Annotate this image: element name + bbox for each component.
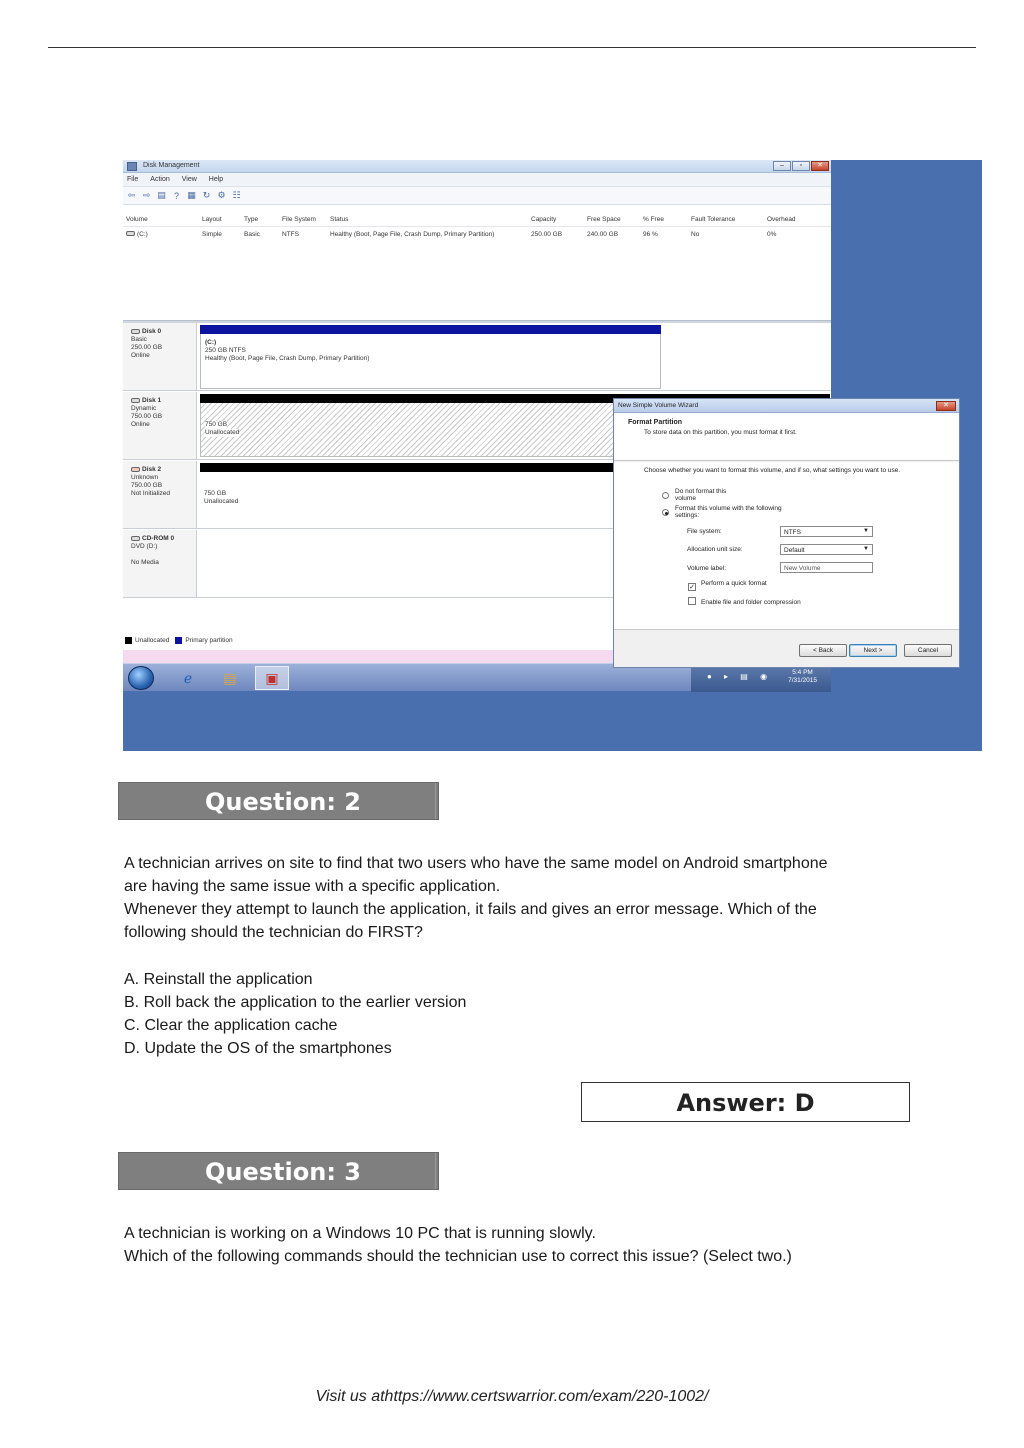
cell-fault-tolerance: No <box>691 230 700 238</box>
option-c: C. Clear the application cache <box>124 1017 338 1034</box>
cell-volume: (C:) <box>123 231 199 238</box>
col-overhead[interactable]: Overhead <box>767 216 796 223</box>
question-3-line: Which of the following commands should the technician use to correct this issue? (Select two.) <box>124 1248 792 1265</box>
footer-link[interactable]: Visit us athttps://www.certswarrior.com/exam/220-1002/ <box>315 1388 709 1405</box>
menu-view[interactable]: View <box>181 176 197 183</box>
allocation-unit-label: Allocation unit size: <box>687 546 743 553</box>
close-icon[interactable]: ✕ <box>811 161 829 171</box>
disk-0-label[interactable]: Disk 0 Basic 250.00 GB Online <box>123 323 197 390</box>
wizard-heading: Format Partition <box>628 419 683 426</box>
col-file-system[interactable]: File System <box>282 216 316 223</box>
cell-status: Healthy (Boot, Page File, Crash Dump, Primary Partition) <box>330 230 495 238</box>
disk-warning-icon <box>131 467 140 472</box>
option-a: A. Reinstall the application <box>124 971 313 988</box>
toolbar <box>123 187 831 205</box>
system-tray <box>691 664 831 692</box>
question-3-line: A technician is working on a Windows 10 PC that is running slowly. <box>124 1225 596 1242</box>
col-capacity[interactable]: Capacity <box>531 216 557 223</box>
option-d: D. Update the OS of the smartphones <box>124 1040 392 1057</box>
answer-box: Answer: D <box>581 1082 910 1122</box>
table-header-row <box>123 213 831 227</box>
window-controls <box>773 161 829 171</box>
forward-arrow-icon[interactable]: ⇨ <box>142 190 151 200</box>
question-2-text <box>124 852 904 944</box>
cell-type: Basic <box>244 230 260 238</box>
question-2-line: A technician arrives on site to find that two users who have the same model on Android smartphone <box>124 855 828 872</box>
radio-format-volume[interactable] <box>662 509 669 516</box>
volume-label-label: Volume label: <box>687 565 727 572</box>
file-system-select[interactable]: NTFS ▼ <box>780 526 873 537</box>
question-3-text <box>124 1222 904 1268</box>
clock[interactable]: 5:4 PM 7/31/2015 <box>788 669 817 684</box>
help-icon[interactable]: ? <box>173 190 179 201</box>
cdrom-0-label[interactable]: CD-ROM 0 DVD (D:) No Media <box>123 530 197 597</box>
wizard-titlebar <box>614 399 959 413</box>
drive-icon <box>126 231 135 236</box>
radio-do-not-format[interactable] <box>662 492 669 499</box>
properties-icon[interactable]: ▤ <box>157 190 166 200</box>
legend-unallocated: Unallocated <box>135 637 170 644</box>
disk-2-label[interactable]: Disk 2 Unknown 750.00 GB Not Initialized <box>123 461 197 528</box>
wizard-title: New Simple Volume Wizard <box>618 402 699 409</box>
col-volume[interactable]: Volume <box>126 216 148 223</box>
col-free-space[interactable]: Free Space <box>587 216 621 223</box>
disk-0-partition-c[interactable]: (C:) 250 GB NTFS Healthy (Boot, Page File, Crash Dump, Primary Partition) <box>200 325 661 389</box>
compression-checkbox[interactable] <box>688 597 696 605</box>
top-rule <box>48 47 976 48</box>
disk-management-icon <box>127 162 137 171</box>
wizard-body <box>614 462 959 630</box>
minimize-icon[interactable]: – <box>773 161 791 171</box>
option-do-not-format: Do not format this volume <box>675 488 727 502</box>
col-type[interactable]: Type <box>244 216 259 223</box>
tray-icons[interactable]: ● ▸ ▤ ◉ <box>707 672 773 681</box>
file-system-label: File system: <box>687 528 722 535</box>
next-button[interactable]: Next > <box>849 644 897 657</box>
legend-swatch-unallocated <box>125 637 132 644</box>
toolbox-app-icon[interactable]: ▣ <box>255 666 289 690</box>
back-arrow-icon[interactable]: ⇦ <box>127 190 136 200</box>
window-title: Disk Management <box>143 162 200 169</box>
volume-table <box>123 213 831 320</box>
disk-0-row <box>123 323 831 391</box>
legend-primary: Primary partition <box>185 637 233 644</box>
col-status[interactable]: Status <box>330 216 349 223</box>
cell-file-system: NTFS <box>282 230 299 238</box>
question-2-options <box>124 968 904 1060</box>
new-simple-volume-wizard <box>613 398 960 668</box>
menu-action[interactable]: Action <box>150 176 170 183</box>
file-explorer-icon[interactable]: ▤ <box>223 669 237 686</box>
internet-explorer-icon[interactable]: ℯ <box>183 669 193 686</box>
back-button[interactable]: < Back <box>799 644 847 657</box>
list-icon[interactable]: ▦ <box>187 190 196 200</box>
refresh-icon[interactable]: ↻ <box>202 190 211 200</box>
cell-capacity: 250.00 GB <box>531 230 563 238</box>
menu-bar <box>123 173 831 187</box>
maximize-icon[interactable]: ▫ <box>792 161 810 171</box>
cell-percent-free: 96 % <box>643 230 658 238</box>
wizard-close-icon[interactable]: ✕ <box>936 401 956 411</box>
allocation-unit-select[interactable]: Default ▼ <box>780 544 873 555</box>
cell-layout: Simple <box>202 230 222 238</box>
cell-overhead: 0% <box>767 230 777 238</box>
disk-1-unallocated[interactable]: 750 GB Unallocated <box>200 394 830 457</box>
cdrom-icon <box>131 536 140 541</box>
start-button-icon[interactable] <box>128 666 154 690</box>
disk-icon <box>131 398 140 403</box>
col-fault-tolerance[interactable]: Fault Tolerance <box>691 216 736 223</box>
cell-free-space: 240.00 GB <box>587 230 619 238</box>
quick-format-checkbox[interactable]: ✓ <box>689 584 695 591</box>
question-2-line: are having the same issue with a specific application. <box>124 878 501 895</box>
question-3-banner: Question: 3 <box>118 1152 439 1190</box>
rescan-icon[interactable]: ☷ <box>232 190 241 200</box>
disk-2-unallocated[interactable]: 750 GB Unallocated <box>200 463 830 526</box>
col-layout[interactable]: Layout <box>202 216 222 223</box>
option-format-volume: Format this volume with the following settings: <box>675 505 782 519</box>
col-percent-free[interactable]: % Free <box>643 216 664 223</box>
legend <box>125 637 233 644</box>
volume-label-input[interactable]: New Volume <box>780 562 873 573</box>
quick-format-label: Perform a quick format <box>701 580 767 587</box>
table-row[interactable] <box>123 227 831 241</box>
legend-swatch-primary <box>175 637 182 644</box>
wizard-prompt: Choose whether you want to format this volume, and if so, what settings you want to use. <box>644 467 901 474</box>
window-titlebar <box>123 160 831 173</box>
disk-management-screenshot <box>123 160 982 751</box>
question-2-banner: Question: 2 <box>118 782 439 820</box>
compression-label: Enable file and folder compression <box>701 599 801 606</box>
question-2-line: following should the technician do FIRST? <box>124 924 423 941</box>
question-2-line: Whenever they attempt to launch the application, it fails and gives an error message. Which of the <box>124 901 817 918</box>
menu-help[interactable]: Help <box>208 176 224 183</box>
disk-1-label[interactable]: Disk 1 Dynamic 750.00 GB Online <box>123 392 197 459</box>
cancel-button[interactable]: Cancel <box>904 644 952 657</box>
disk-icon <box>131 329 140 334</box>
menu-file[interactable]: File <box>127 176 139 183</box>
option-b: B. Roll back the application to the earlier version <box>124 994 467 1011</box>
settings-icon[interactable]: ⚙ <box>217 190 226 200</box>
wizard-subheading: To store data on this partition, you must format it first. <box>644 429 797 436</box>
wizard-header <box>614 413 959 461</box>
